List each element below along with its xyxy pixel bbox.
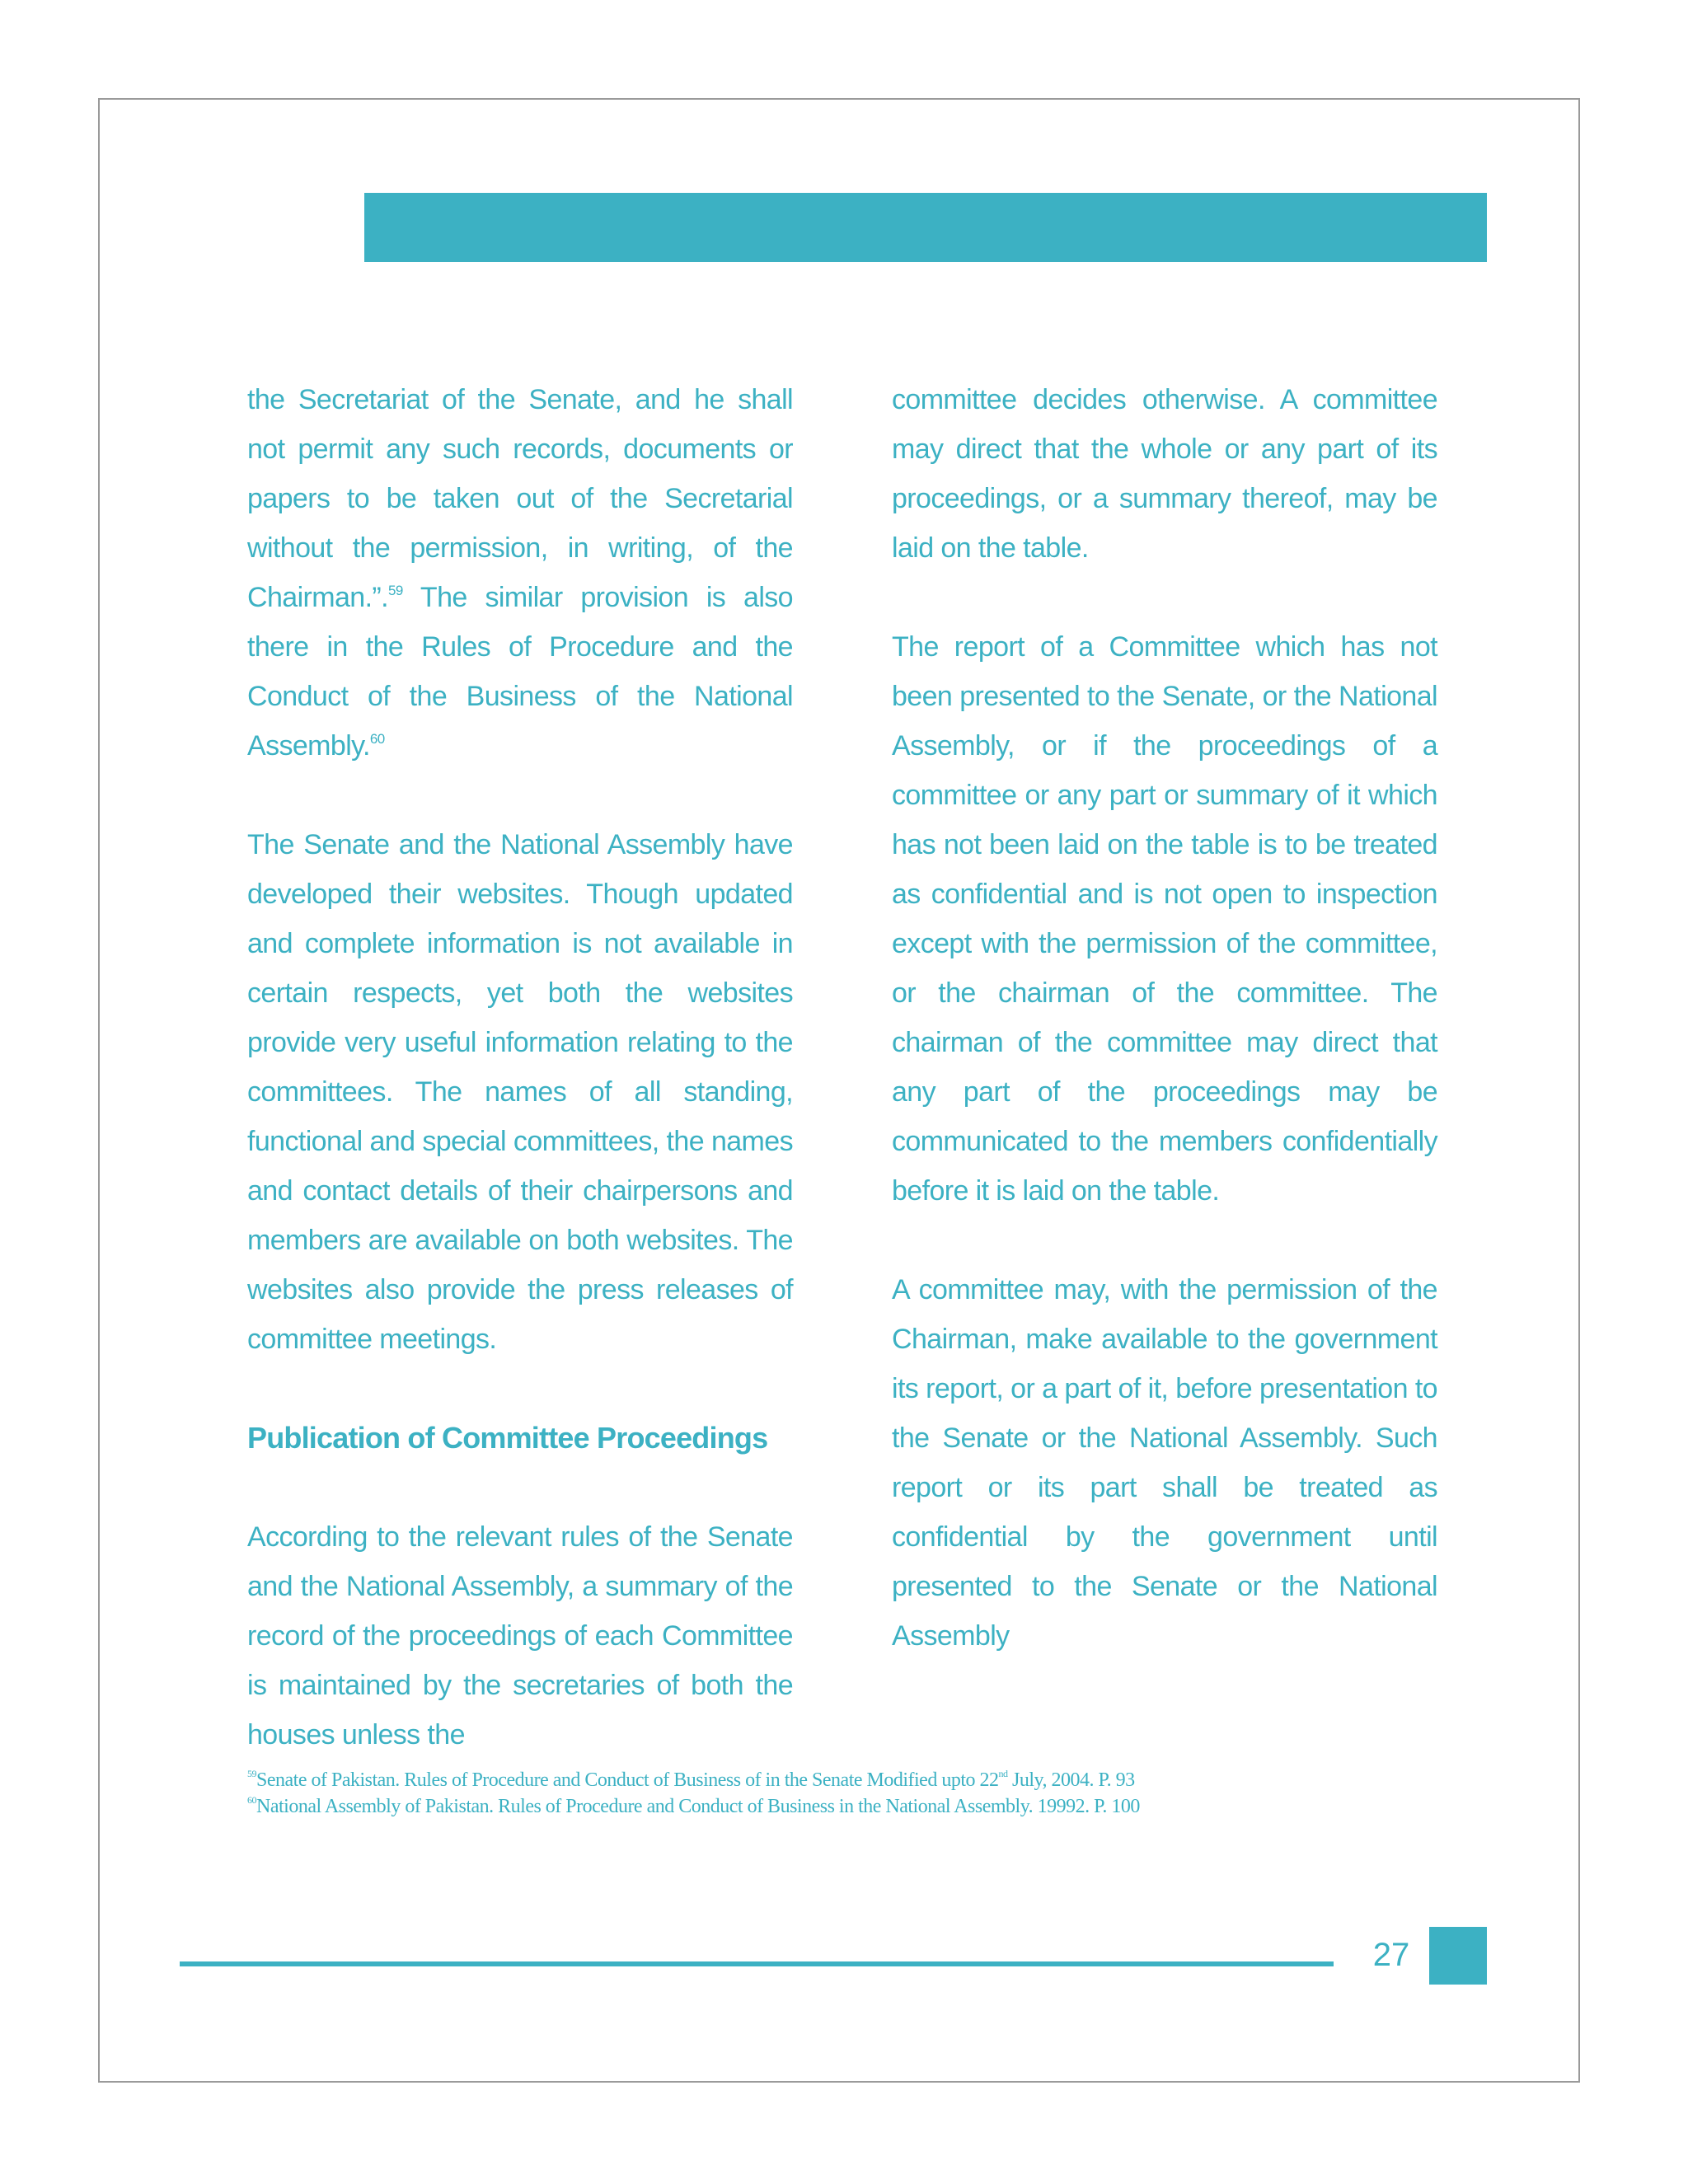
left-paragraph-1: the Secretariat of the Senate, and he shall not permit any such records, documents or papers to be taken out of the Secretarial without the permission, in writing, of the Chairman.”.$^{59}$ The similar provision is also there in the Rules of Procedure and the Conduct of the Business of the National Assembly.$^{60}$ <box>247 384 793 762</box>
left-paragraph-2: The Senate and the National Assembly have developed their websites. Though updated and complete information is not available in certain respects, yet both the websites provide very useful information relating to the committees. The names of all standing, functional and special committees, the names and contact details of their chairpersons and members are available on both websites. The websites also provide the press releases of committee meetings. <box>247 829 793 1355</box>
left-column <box>247 375 793 1760</box>
right-paragraph-1: committee decides otherwise. A committee may direct that the whole or any part of its proceedings, or a summary thereof, may be laid on the table. <box>892 384 1437 564</box>
page-number: 27 <box>1372 1937 1410 1973</box>
footnote-59: $^{59}$Senate of Pakistan. Rules of Procedure and Conduct of Business of in the Senate Modified upto 22nd July, 2004. P. 93 <box>247 1768 1135 1791</box>
footer-line <box>180 1961 1334 1966</box>
right-paragraph-2: The report of a Committee which has not been presented to the Senate, or the National Assembly, or if the proceedings of a committee or any part or summary of it which has not been laid on the table is to be treated as confidential and is not open to inspection except with the permission of the committee, or the chairman of the committee. The chairman of the committee may direct that any part of the proceedings may be communicated to the members confidentially before it is laid on the table. <box>892 631 1437 1207</box>
footnotes <box>247 1767 1319 1820</box>
section-heading: Publication of Committee Proceedings <box>247 1421 768 1455</box>
left-paragraph-3: According to the relevant rules of the Senate and the National Assembly, a summary of the record of the proceedings of each Committee is maintained by the secretaries of both the houses unless the <box>247 1521 793 1750</box>
footnote-ref-59[interactable]: 59 <box>388 583 403 598</box>
page-number-box <box>1429 1927 1487 1985</box>
header-bar <box>364 193 1487 262</box>
footnote-ref-60[interactable]: 60 <box>369 731 385 747</box>
right-paragraph-3: A committee may, with the permission of the Chairman, make available to the government its report, or a part of it, before presentation to the Senate or the National Assembly. Such report or its part shall be treated as confidential by the government until presented to the Senate or the National Assembly <box>892 1274 1437 1652</box>
footnote-60: $^{60}$National Assembly of Pakistan. Rules of Procedure and Conduct of Business in the National Assembly. 19992. P. 100 <box>247 1794 1140 1817</box>
right-column <box>892 375 1437 1661</box>
